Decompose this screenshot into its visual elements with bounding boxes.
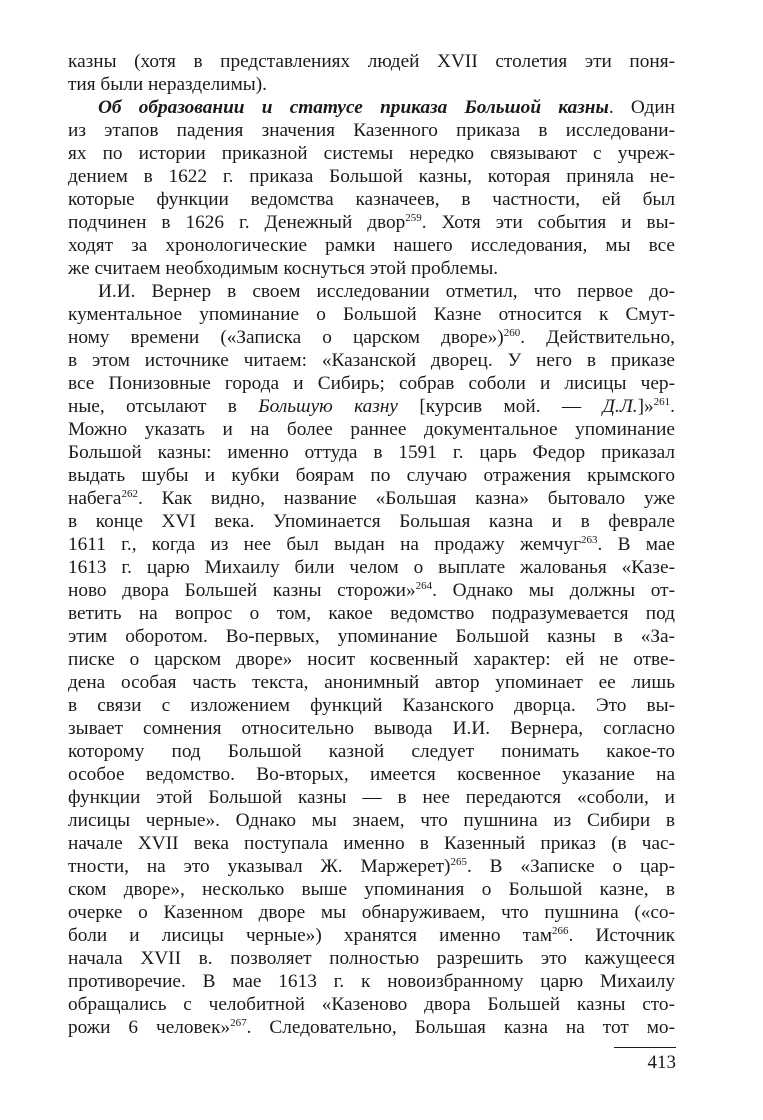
text-segment: же считаем необходимым коснуться этой проблемы. [68,258,499,279]
text-line [68,809,675,832]
text-segment: ному времени («Записка о царском дворе») [68,327,504,348]
text-segment: ветить на вопрос о том, какое ведомство подразумевается под [68,603,675,624]
text-segment: зывает сомнения относительно вывода И.И. Вернера, согласно [68,718,675,739]
text-segment: 1613 г. царю Михаилу били челом о выплате жалованья «Казе- [68,557,675,578]
text-line [68,970,675,993]
footnote-ref: 263 [581,534,598,546]
text-line [68,280,675,303]
text-line [68,786,675,809]
footnote-ref: 267 [230,1017,247,1029]
text-line [68,855,675,878]
text-segment: ]» [637,396,654,417]
text-segment: . Действительно, [520,327,675,348]
text-line [68,257,675,280]
text-line [68,947,675,970]
text-line [68,625,675,648]
text-segment: рожи 6 человек» [68,1017,231,1038]
body-text [68,50,675,1039]
section-lead: Об образовании и статусе приказа Большой казны [98,97,609,118]
text-segment: . [670,396,675,417]
text-line [68,188,675,211]
text-line [68,372,675,395]
footnote-ref: 266 [552,925,569,937]
page-number: 413 [647,1052,676,1073]
footnote-ref: 259 [405,212,422,224]
text-line [68,717,675,740]
text-segment: в этом источнике читаем: «Казанской дворец. У него в приказе [68,350,675,371]
text-segment: 1611 г., когда из нее был выдан на продажу жемчуг [68,534,582,555]
text-line [68,119,675,142]
text-line [68,878,675,901]
text-line [68,326,675,349]
text-segment: ском дворе», несколько выше упоминания о Большой казне, в [68,879,675,900]
text-segment: тия были неразделимы). [68,74,268,95]
text-segment: выдать шубы и кубки боярам по случаю отражения крымского [68,465,675,486]
text-line [68,96,675,119]
text-line [68,441,675,464]
page-number-rule [614,1047,676,1048]
footnote-ref: 261 [653,396,671,408]
text-segment: Большой казны: именно оттуда в 1591 г. царь Федор приказал [68,442,675,463]
text-segment: лисицы черные». Однако мы знаем, что пушнина из Сибири в [68,810,675,831]
italic-text: Большую казну [258,396,398,417]
text-segment: дена особая часть текста, анонимный автор упоминает ее лишь [68,672,675,693]
text-segment: этим оборотом. Во-первых, упоминание Большой казны в «За- [68,626,675,647]
footnote-ref: 265 [450,856,467,868]
text-segment: [курсив мой. — [397,396,603,417]
text-segment: обращались с челобитной «Казеново двора Большей казны сто- [68,994,675,1015]
text-segment: . Хотя эти события и вы- [421,212,675,233]
footnote-ref: 260 [503,327,521,339]
text-segment: И.И. Вернер в своем исследовании отметил, что первое до- [98,281,675,302]
text-segment: которые функции ведомства казначеев, в частности, ей был [68,189,675,210]
footnote-ref: 262 [121,488,138,500]
text-line [68,395,675,418]
text-segment: в связи с изложением функций Казанского дворца. Это вы- [68,695,675,716]
text-line [68,832,675,855]
text-line [68,165,675,188]
text-segment: начале XVII века поступала именно в Казенный приказ (в час- [68,833,675,854]
text-segment: . В мае [597,534,675,555]
text-segment: ново двора Большей казны сторожи» [68,580,416,601]
text-segment: все Понизовные города и Сибирь; собрав соболи и лисицы чер- [68,373,675,394]
text-line [68,234,675,257]
text-line [68,211,675,234]
text-segment: в конце XVI века. Упоминается Большая казна и в феврале [68,511,675,532]
text-segment: функции этой Большой казны — в нее передаются «соболи, и [68,787,675,808]
text-line [68,487,675,510]
text-segment: . Как видно, название «Большая казна» бытовало уже [137,488,675,509]
footnote-ref: 264 [415,580,433,592]
text-segment: тности, на это указывал Ж. Маржерет) [68,856,451,877]
text-segment: противоречие. В мае 1613 г. к новоизбранному царю Михаилу [68,971,675,992]
text-line [68,142,675,165]
text-segment: казны (хотя в представлениях людей XVII столетия эти поня- [68,51,675,72]
text-segment: . В «Записке о цар- [466,856,675,877]
text-segment: дением в 1622 г. приказа Большой казны, которая приняла не- [68,166,675,187]
text-segment: . Однако мы должны от- [432,580,675,601]
text-line [68,303,675,326]
text-line [68,1016,675,1039]
text-segment: кументальное упоминание о Большой Казне относится к Смут- [68,304,675,325]
text-line [68,510,675,533]
text-segment: набега [68,488,122,509]
text-line [68,73,675,96]
italic-text: Д.Л. [602,396,638,417]
text-line [68,464,675,487]
text-segment: . Один [608,97,676,118]
text-segment: писке о царском дворе» носит косвенный характер: ей не отве- [68,649,675,670]
text-segment: . Следовательно, Большая казна на тот мо- [246,1017,675,1038]
text-segment: очерке о Казенном дворе мы обнаруживаем, что пушнина («со- [68,902,675,923]
text-line [68,694,675,717]
text-line [68,579,675,602]
text-line [68,901,675,924]
text-segment: из этапов падения значения Казенного приказа в исследовани- [68,120,675,141]
text-line [68,50,675,73]
text-segment: начала XVII в. позволяет полностью разрешить это кажущееся [68,948,675,969]
text-line [68,418,675,441]
text-line [68,349,675,372]
text-segment: которому под Большой казной следует понимать какое-то [68,741,675,762]
text-segment: боли и лисицы черные») хранятся именно там [68,925,553,946]
text-line [68,924,675,947]
text-segment: ходят за хронологические рамки нашего исследования, мы все [68,235,675,256]
text-line [68,602,675,625]
text-line [68,533,675,556]
text-line [68,993,675,1016]
text-line [68,556,675,579]
text-segment: ях по истории приказной системы нередко связывают с учреж- [68,143,675,164]
text-line [68,740,675,763]
text-line [68,763,675,786]
text-segment: ные, отсылают в [68,396,259,417]
text-segment: . Источник [568,925,675,946]
text-segment: подчинен в 1626 г. Денежный двор [68,212,406,233]
text-line [68,648,675,671]
text-segment: Можно указать и на более раннее документальное упоминание [68,419,675,440]
text-segment: особое ведомство. Во-вторых, имеется косвенное указание на [68,764,675,785]
text-line [68,671,675,694]
